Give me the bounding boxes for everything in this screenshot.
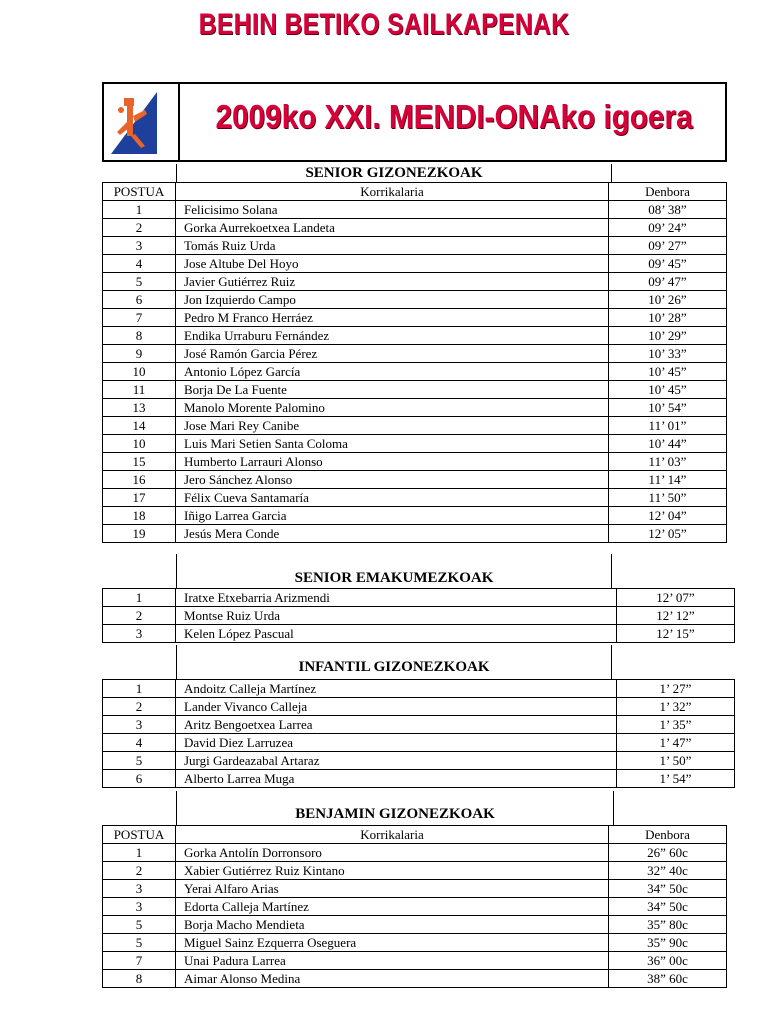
section-title: SENIOR EMAKUMEZKOAK bbox=[176, 554, 612, 588]
result-row bbox=[103, 219, 727, 237]
position-cell: 10 bbox=[103, 363, 176, 381]
result-row bbox=[103, 952, 727, 970]
result-row bbox=[103, 399, 727, 417]
position-cell: 3 bbox=[103, 716, 176, 734]
runner-cell: Iñigo Larrea Garcia bbox=[176, 507, 609, 525]
result-row bbox=[103, 417, 727, 435]
runner-cell: Javier Gutiérrez Ruiz bbox=[176, 273, 609, 291]
position-cell: 5 bbox=[103, 916, 176, 934]
position-cell: 4 bbox=[103, 734, 176, 752]
col-header-position: POSTUA bbox=[103, 183, 176, 201]
section-benjamin-men bbox=[102, 791, 727, 988]
runner-cell: Jose Mari Rey Canibe bbox=[176, 417, 609, 435]
result-row bbox=[103, 698, 735, 716]
runner-cell: Miguel Sainz Ezquerra Oseguera bbox=[176, 934, 609, 952]
time-cell: 1’ 27” bbox=[617, 680, 735, 698]
section-header bbox=[102, 791, 727, 825]
runner-cell: Alberto Larrea Muga bbox=[176, 770, 617, 788]
runner-cell: David Diez Larruzea bbox=[176, 734, 617, 752]
logo-cell bbox=[104, 84, 180, 160]
time-cell: 1’ 54” bbox=[617, 770, 735, 788]
result-row bbox=[103, 898, 727, 916]
page-title: BEHIN BETIKO SAILKAPENAK bbox=[198, 8, 570, 41]
time-cell: 34” 50c bbox=[609, 880, 727, 898]
time-cell: 10’ 33” bbox=[609, 345, 727, 363]
col-header-time: Denbora bbox=[609, 183, 727, 201]
time-cell: 12’ 15” bbox=[617, 625, 735, 643]
time-cell: 35” 80c bbox=[609, 916, 727, 934]
runner-cell: Jesús Mera Conde bbox=[176, 525, 609, 543]
time-cell: 12’ 07” bbox=[617, 589, 735, 607]
position-cell: 1 bbox=[103, 589, 176, 607]
result-row bbox=[103, 237, 727, 255]
time-cell: 35” 90c bbox=[609, 934, 727, 952]
result-row bbox=[103, 880, 727, 898]
time-cell: 11’ 14” bbox=[609, 471, 727, 489]
result-row bbox=[103, 345, 727, 363]
col-header-position: POSTUA bbox=[103, 826, 176, 844]
time-cell: 09’ 24” bbox=[609, 219, 727, 237]
time-cell: 32” 40c bbox=[609, 862, 727, 880]
results-table bbox=[102, 825, 727, 988]
runner-cell: Montse Ruiz Urda bbox=[176, 607, 617, 625]
result-row bbox=[103, 970, 727, 988]
position-cell: 2 bbox=[103, 607, 176, 625]
result-row bbox=[103, 934, 727, 952]
time-cell: 26” 60c bbox=[609, 844, 727, 862]
time-cell: 38” 60c bbox=[609, 970, 727, 988]
result-row bbox=[103, 201, 727, 219]
result-row bbox=[103, 734, 735, 752]
position-cell: 16 bbox=[103, 471, 176, 489]
event-title: 2009ko XXI. MENDI-ONAko igoera bbox=[215, 98, 693, 135]
runner-cell: Manolo Morente Palomino bbox=[176, 399, 609, 417]
runner-cell: Félix Cueva Santamaría bbox=[176, 489, 609, 507]
position-cell: 9 bbox=[103, 345, 176, 363]
result-row bbox=[103, 716, 735, 734]
event-header bbox=[102, 82, 727, 162]
position-cell: 7 bbox=[103, 952, 176, 970]
position-cell: 11 bbox=[103, 381, 176, 399]
result-row bbox=[103, 363, 727, 381]
runner-cell: Borja De La Fuente bbox=[176, 381, 609, 399]
club-logo-icon bbox=[111, 92, 157, 154]
result-row bbox=[103, 291, 727, 309]
column-header-row bbox=[103, 826, 727, 844]
results-table bbox=[102, 679, 735, 788]
results-table bbox=[102, 182, 727, 543]
runner-cell: Aimar Alonso Medina bbox=[176, 970, 609, 988]
section-header bbox=[102, 645, 735, 679]
runner-cell: Edorta Calleja Martínez bbox=[176, 898, 609, 916]
position-cell: 3 bbox=[103, 880, 176, 898]
position-cell: 7 bbox=[103, 309, 176, 327]
result-row bbox=[103, 525, 727, 543]
time-cell: 09’ 45” bbox=[609, 255, 727, 273]
position-cell: 2 bbox=[103, 698, 176, 716]
time-cell: 11’ 01” bbox=[609, 417, 727, 435]
position-cell: 13 bbox=[103, 399, 176, 417]
col-header-runner: Korrikalaria bbox=[176, 183, 609, 201]
time-cell: 34” 50c bbox=[609, 898, 727, 916]
time-cell: 1’ 50” bbox=[617, 752, 735, 770]
time-cell: 09’ 47” bbox=[609, 273, 727, 291]
runner-cell: Gorka Antolín Dorronsoro bbox=[176, 844, 609, 862]
position-cell: 3 bbox=[103, 625, 176, 643]
result-row bbox=[103, 507, 727, 525]
runner-cell: Endika Urraburu Fernández bbox=[176, 327, 609, 345]
runner-cell: Andoitz Calleja Martínez bbox=[176, 680, 617, 698]
position-cell: 1 bbox=[103, 201, 176, 219]
result-row bbox=[103, 255, 727, 273]
result-row bbox=[103, 607, 735, 625]
result-row bbox=[103, 770, 735, 788]
runner-cell: José Ramón Garcia Pérez bbox=[176, 345, 609, 363]
runner-cell: Jero Sánchez Alonso bbox=[176, 471, 609, 489]
runner-cell: Jurgi Gardeazabal Artaraz bbox=[176, 752, 617, 770]
runner-cell: Xabier Gutiérrez Ruiz Kintano bbox=[176, 862, 609, 880]
time-cell: 10’ 29” bbox=[609, 327, 727, 345]
result-row bbox=[103, 862, 727, 880]
time-cell: 1’ 47” bbox=[617, 734, 735, 752]
runner-cell: Gorka Aurrekoetxea Landeta bbox=[176, 219, 609, 237]
time-cell: 12’ 05” bbox=[609, 525, 727, 543]
result-row bbox=[103, 844, 727, 862]
runner-cell: Antonio López García bbox=[176, 363, 609, 381]
time-cell: 12’ 04” bbox=[609, 507, 727, 525]
position-cell: 8 bbox=[103, 327, 176, 345]
section-title: INFANTIL GIZONEZKOAK bbox=[176, 645, 612, 679]
results-table bbox=[102, 588, 735, 643]
position-cell: 19 bbox=[103, 525, 176, 543]
section-senior-men bbox=[102, 162, 727, 543]
position-cell: 15 bbox=[103, 453, 176, 471]
time-cell: 11’ 50” bbox=[609, 489, 727, 507]
section-title: SENIOR GIZONEZKOAK bbox=[176, 164, 612, 182]
runner-cell: Aritz Bengoetxea Larrea bbox=[176, 716, 617, 734]
result-row bbox=[103, 309, 727, 327]
result-row bbox=[103, 435, 727, 453]
result-row bbox=[103, 752, 735, 770]
section-header bbox=[102, 554, 735, 588]
runner-cell: Lander Vivanco Calleja bbox=[176, 698, 617, 716]
section-senior-women bbox=[102, 554, 735, 643]
column-header-row bbox=[103, 183, 727, 201]
position-cell: 17 bbox=[103, 489, 176, 507]
runner-cell: Yerai Alfaro Arias bbox=[176, 880, 609, 898]
runner-cell: Jon Izquierdo Campo bbox=[176, 291, 609, 309]
runner-cell: Tomás Ruiz Urda bbox=[176, 237, 609, 255]
time-cell: 12’ 12” bbox=[617, 607, 735, 625]
runner-cell: Felicisimo Solana bbox=[176, 201, 609, 219]
runner-cell: Unai Padura Larrea bbox=[176, 952, 609, 970]
position-cell: 8 bbox=[103, 970, 176, 988]
runner-cell: Jose Altube Del Hoyo bbox=[176, 255, 609, 273]
result-row bbox=[103, 489, 727, 507]
time-cell: 1’ 32” bbox=[617, 698, 735, 716]
position-cell: 10 bbox=[103, 435, 176, 453]
position-cell: 14 bbox=[103, 417, 176, 435]
time-cell: 10’ 28” bbox=[609, 309, 727, 327]
position-cell: 6 bbox=[103, 291, 176, 309]
position-cell: 6 bbox=[103, 770, 176, 788]
result-row bbox=[103, 916, 727, 934]
time-cell: 36” 00c bbox=[609, 952, 727, 970]
time-cell: 09’ 27” bbox=[609, 237, 727, 255]
result-row bbox=[103, 471, 727, 489]
result-row bbox=[103, 273, 727, 291]
result-row bbox=[103, 381, 727, 399]
result-row bbox=[103, 453, 727, 471]
time-cell: 10’ 45” bbox=[609, 381, 727, 399]
result-row bbox=[103, 327, 727, 345]
runner-cell: Iratxe Etxebarria Arizmendi bbox=[176, 589, 617, 607]
position-cell: 5 bbox=[103, 273, 176, 291]
time-cell: 10’ 45” bbox=[609, 363, 727, 381]
position-cell: 5 bbox=[103, 934, 176, 952]
position-cell: 3 bbox=[103, 898, 176, 916]
runner-cell: Humberto Larrauri Alonso bbox=[176, 453, 609, 471]
col-header-runner: Korrikalaria bbox=[176, 826, 609, 844]
result-row bbox=[103, 625, 735, 643]
runner-cell: Luis Mari Setien Santa Coloma bbox=[176, 435, 609, 453]
time-cell: 10’ 54” bbox=[609, 399, 727, 417]
section-header bbox=[102, 162, 727, 182]
time-cell: 11’ 03” bbox=[609, 453, 727, 471]
time-cell: 10’ 26” bbox=[609, 291, 727, 309]
position-cell: 1 bbox=[103, 680, 176, 698]
time-cell: 1’ 35” bbox=[617, 716, 735, 734]
result-row bbox=[103, 589, 735, 607]
section-title: BENJAMIN GIZONEZKOAK bbox=[176, 791, 614, 825]
section-infantil-men bbox=[102, 645, 735, 788]
runner-cell: Kelen López Pascual bbox=[176, 625, 617, 643]
result-row bbox=[103, 680, 735, 698]
runner-cell: Borja Macho Mendieta bbox=[176, 916, 609, 934]
position-cell: 5 bbox=[103, 752, 176, 770]
position-cell: 1 bbox=[103, 844, 176, 862]
col-header-time: Denbora bbox=[609, 826, 727, 844]
position-cell: 2 bbox=[103, 219, 176, 237]
time-cell: 10’ 44” bbox=[609, 435, 727, 453]
position-cell: 2 bbox=[103, 862, 176, 880]
position-cell: 4 bbox=[103, 255, 176, 273]
runner-cell: Pedro M Franco Herráez bbox=[176, 309, 609, 327]
time-cell: 08’ 38” bbox=[609, 201, 727, 219]
position-cell: 3 bbox=[103, 237, 176, 255]
position-cell: 18 bbox=[103, 507, 176, 525]
